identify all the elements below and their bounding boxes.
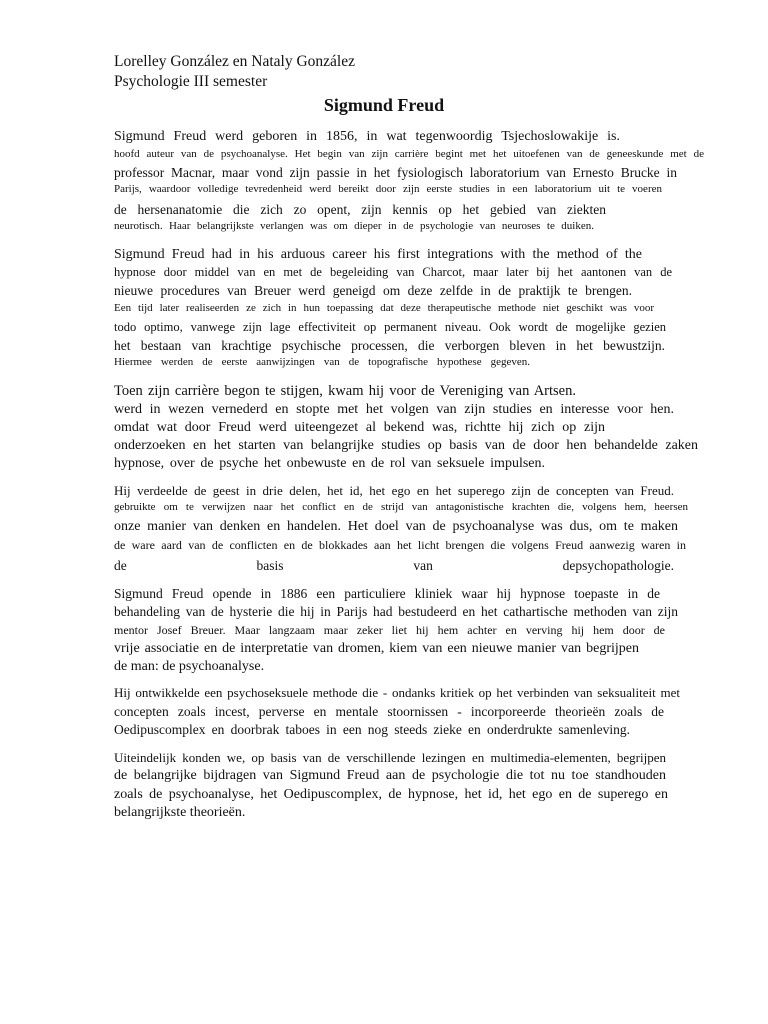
text-line: omdat wat door Freud werd uiteengezet al bekend was, richtte hij zich op zijn [114,420,605,435]
text-line: nieuwe procedures van Breuer werd geneigd om deze zelfde in de praktijk te brengen. [114,283,632,298]
text-line: Sigmund Freud opende in 1886 een particuliere kliniek waar hij hypnose toepaste in de [114,586,660,601]
text-line: de hersenanatomie die zich zo opent, zijn kennis op het gebied van ziekten [114,202,606,217]
text-line: vrije associatie en de interpretatie van dromen, kiem van een nieuwe manier van begrijpen [114,641,639,656]
text-line: de belangrijke bijdragen van Sigmund Freud aan de psychologie die tot nu toe standhouden [114,768,666,783]
text-line: todo optimo, vanwege zijn lage effectiviteit op permanent niveau. Ook wordt de mogelijke gezien [114,320,666,334]
text-line: Uiteindelijk konden we, op basis van de verschillende lezingen en multimedia-elementen, begrijpen [114,750,666,765]
text-line: zoals de psychoanalyse, het Oedipuscomplex, de hypnose, het id, het ego en de superego en [114,787,668,802]
text-line: belangrijkste theorieën. [114,805,246,820]
text-line: Hiermee werden de eerste aanwijzingen van de topografische hypothese gegeven. [114,356,530,368]
text-line: gebruikte om te verwijzen naar het conflict en de strijd van antagonistische krachten die, volgens hem, heersen [114,501,688,513]
text-line: werd in wezen vernederd en stopte met het volgen van zijn studies en interesse voor hen. [114,402,674,417]
text-line: de basis van depsychopathologie. [114,558,674,573]
text-line: Hij ontwikkelde een psychoseksuele methode die - ondanks kritiek op het verbinden van seksualiteit met [114,685,680,700]
text-line: Hij verdeelde de geest in drie delen, het id, het ego en het superego zijn de concepten van Freud. [114,483,674,498]
text-line: de man: de psychoanalyse. [114,659,265,674]
text-line: Sigmund Freud had in his arduous career his first integrations with the method of the [114,247,642,262]
course-name: Psychologie III semester [114,73,268,90]
text-line: neurotisch. Haar belangrijkste verlangen was om dieper in de psychologie van neuroses te duiken. [114,220,594,232]
text-line: Sigmund Freud werd geboren in 1856, in wat tegenwoordig Tsjechoslowakije is. [114,129,620,144]
text-line: hoofd auteur van de psychoanalyse. Het begin van zijn carrière begint met het uitoefenen van de geneeskunde met de [114,148,704,160]
text-line: concepten zoals incest, perverse en mentale stoornissen - incorporeerde theorieën zoals de [114,704,664,719]
author-names: Lorelley González en Nataly González [114,53,355,70]
text-line: de ware aard van de conflicten en de blokkades aan het licht brengen die volgens Freud aanwezig waren in [114,538,686,552]
text-line: het bestaan van krachtige psychische processen, die verborgen bleven in het bewustzijn. [114,338,665,353]
text-line: Oedipuscomplex en doorbrak taboes in een nog steeds zieke en onderdrukte samenleving. [114,722,630,737]
text-line: hypnose, over de psyche het onbewuste en de rol van seksuele impulsen. [114,456,545,471]
text-line: professor Macnar, maar vond zijn passie in het fysiologisch laboratorium van Ernesto Brucke in [114,165,677,180]
text-line: behandeling van de hysterie die hij in Parijs had bestudeerd en het cathartische methoden van zijn [114,604,678,619]
document-title: Sigmund Freud [323,95,445,115]
text-line: Een tijd later realiseerden ze zich in hun toepassing dat deze therapeutische methode niet geschikt was voor [114,302,654,314]
text-line: onderzoeken en het starten van belangrijke studies op basis van de door hen behandelde zaken [114,438,698,453]
text-line: Parijs, waardoor volledige tevredenheid werd bereikt door zijn eerste studies in een laboratorium uit te voeren [114,183,662,195]
text-line: hypnose door middel van en met de begeleiding van Charcot, maar later bij het aantonen van de [114,265,672,279]
text-line: mentor Josef Breuer. Maar langzaam maar zeker liet hij hem achter en verving hij hem door de [114,623,665,637]
text-line: Toen zijn carrière begon te stijgen, kwam hij voor de Vereniging van Artsen. [114,383,576,399]
text-line: onze manier van denken en handelen. Het doel van de psychoanalyse was dus, om te maken [114,519,678,534]
